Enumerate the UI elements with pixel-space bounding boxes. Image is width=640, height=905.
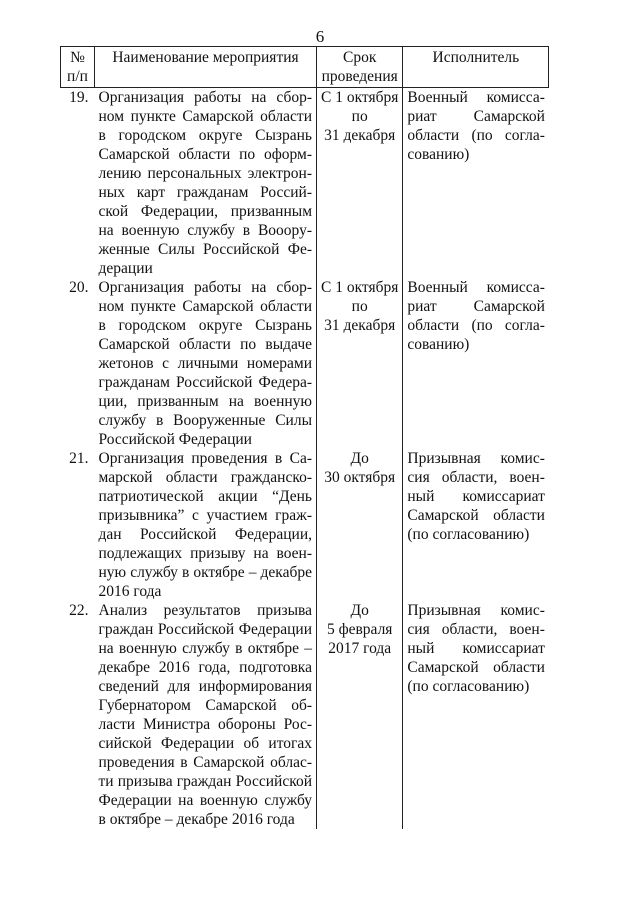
event-name-line: Самарской области по оформ- <box>98 146 312 163</box>
event-name-line: граждан Российской Федерации <box>98 621 312 638</box>
header-term-line2: проведения <box>321 68 398 85</box>
event-executor-line: риат Самарской <box>407 108 545 125</box>
event-name-line: Анализ результатов призыва <box>98 602 312 619</box>
event-name-line: ской Федерации, призванным <box>98 203 312 220</box>
event-executor-line: сованию) <box>407 146 470 163</box>
event-term <box>317 449 403 601</box>
event-name-line: ласти Министра обороны Рос- <box>98 716 312 733</box>
event-term-line: До <box>350 450 369 467</box>
event-name <box>95 449 317 601</box>
row-number: 19. <box>69 89 89 106</box>
event-executor <box>403 278 549 449</box>
table-header-row <box>61 47 549 88</box>
event-executor-line: Призывная комис- <box>407 602 545 619</box>
event-name-line: ном пункте Самарской области <box>98 108 312 125</box>
event-name-line: патриотической акции “День <box>98 488 312 505</box>
header-executor: Исполнитель <box>403 47 549 88</box>
header-term-line1: Срок <box>343 49 377 66</box>
event-name-line: Федерации на военную службу <box>98 792 312 809</box>
event-name <box>95 601 317 829</box>
event-name-line: Губернатором Самарской об- <box>98 697 312 714</box>
event-executor-line: сованию) <box>407 336 470 353</box>
table-body <box>61 88 549 830</box>
event-term <box>317 278 403 449</box>
event-executor-line: области (по согла- <box>407 317 545 334</box>
event-name-line: сведений для информирования <box>98 678 312 695</box>
event-name-line: ную службу в октябре – декабре <box>98 564 312 581</box>
event-name-line: в городском округе Сызрань <box>98 127 312 144</box>
event-executor <box>403 449 549 601</box>
header-number <box>61 47 95 88</box>
event-name-line: Самарской области по выдаче <box>98 336 312 353</box>
event-term-line: С 1 октября <box>321 279 399 296</box>
event-executor-line: ный комиссариат <box>407 488 545 505</box>
event-name-line: декабре 2016 года, подготовка <box>98 659 312 676</box>
event-executor-line: Самарской области <box>407 659 545 676</box>
event-executor-line: сия области, воен- <box>407 621 545 638</box>
header-term <box>317 47 403 88</box>
event-name-line: дерации <box>98 260 153 277</box>
header-name: Наименование мероприятия <box>95 47 317 88</box>
event-name-line: ном пункте Самарской области <box>98 298 312 315</box>
event-name-line: дан Российской Федерации, <box>98 526 312 543</box>
header-number-line1: № <box>70 49 85 66</box>
event-name-line: Организация проведения в Са- <box>98 450 312 467</box>
event-executor-line: (по согласованию) <box>407 678 530 695</box>
event-name-line: 2016 года <box>98 583 162 600</box>
event-name-line: Российской Федерации <box>98 431 252 448</box>
event-term-line: по <box>351 298 368 315</box>
event-name-line: марской области гражданско- <box>98 469 312 486</box>
event-name <box>95 88 317 279</box>
event-executor <box>403 601 549 829</box>
table-row <box>61 278 549 449</box>
event-name <box>95 278 317 449</box>
event-name-line: гражданам Российской Федера- <box>98 374 312 391</box>
event-name-line: лению персональных электрон- <box>98 165 312 182</box>
events-table <box>60 46 549 829</box>
event-term <box>317 88 403 279</box>
event-term-line: 31 декабря <box>324 317 396 334</box>
event-executor-line: Самарской области <box>407 507 545 524</box>
event-executor-line: Военный комисса- <box>407 279 545 296</box>
event-name-line: на военную службу в Вооору- <box>98 222 312 239</box>
event-executor-line: Призывная комис- <box>407 450 545 467</box>
header-number-line2: п/п <box>67 68 88 85</box>
event-term-line: 30 октября <box>324 469 396 486</box>
event-name-line: ных карт гражданам Россий- <box>98 184 312 201</box>
event-term-line: 5 февраля <box>326 621 393 638</box>
event-executor-line: риат Самарской <box>407 298 545 315</box>
event-term-line: 31 декабря <box>324 127 396 144</box>
table-row <box>61 88 549 279</box>
event-name-line: на военную службу в октябре – <box>98 640 312 657</box>
event-term <box>317 601 403 829</box>
row-number: 22. <box>69 602 89 619</box>
event-executor-line: Военный комисса- <box>407 89 545 106</box>
event-executor-line: (по согласованию) <box>407 526 530 543</box>
event-name-line: Организация работы на сбор- <box>98 279 312 296</box>
event-executor-line: сия области, воен- <box>407 469 545 486</box>
event-name-line: в октябре – декабре 2016 года <box>98 811 295 828</box>
event-term-line: 2017 года <box>328 640 392 657</box>
row-number: 20. <box>69 279 89 296</box>
event-name-line: сийской Федерации об итогах <box>98 735 312 752</box>
event-name-line: призывника” с участием граж- <box>98 507 312 524</box>
event-name-line: Организация работы на сбор- <box>98 89 312 106</box>
event-name-line: в городском округе Сызрань <box>98 317 312 334</box>
event-term-line: До <box>350 602 369 619</box>
event-name-line: ции, призванным на военную <box>98 393 312 410</box>
event-name-line: подлежащих призыву на воен- <box>98 545 312 562</box>
event-name-line: жетонов с личными номерами <box>98 355 312 372</box>
event-name-line: женные Силы Российской Фе- <box>98 241 312 258</box>
event-name-line: службу в Вооруженные Силы <box>98 412 312 429</box>
event-name-line: проведения в Самарской облас- <box>98 754 312 771</box>
row-number: 21. <box>69 450 89 467</box>
event-executor-line: ный комиссариат <box>407 640 545 657</box>
event-executor-line: области (по согла- <box>407 127 545 144</box>
event-term-line: по <box>351 108 368 125</box>
table-row <box>61 449 549 601</box>
table-row <box>61 601 549 829</box>
event-term-line: С 1 октября <box>321 89 399 106</box>
page-number: 6 <box>315 27 325 46</box>
event-name-line: ти призыва граждан Российской <box>98 773 312 790</box>
event-executor <box>403 88 549 279</box>
